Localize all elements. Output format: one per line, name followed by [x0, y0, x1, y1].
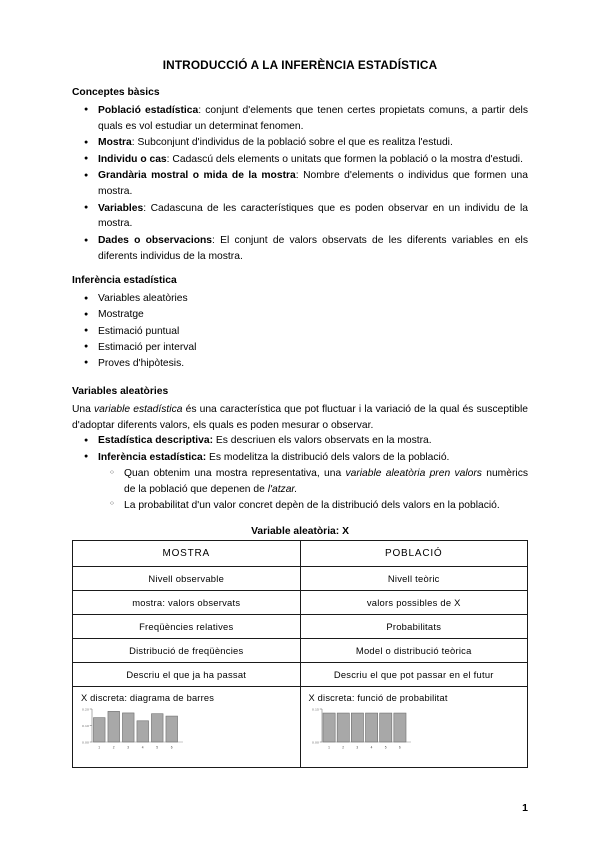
svg-text:0.15: 0.15 [311, 707, 319, 712]
sub-mid: numèrics de la població que depenen de [124, 468, 528, 496]
term-text: Es modelitza la distribució dels valors de la població. [206, 451, 450, 463]
term-text: conjunt d'elements que tenen certes propietats comuns, a partir dels quals es vol estudiar un determinat fenomen. [98, 104, 528, 132]
term-text: Cadascú dels elements o unitats que formen la població o la mostra d'estudi. [172, 153, 523, 165]
list-item [72, 450, 528, 466]
svg-text:4: 4 [141, 745, 144, 750]
list-item [72, 152, 528, 168]
term-separator: : [198, 104, 206, 116]
document-content [72, 58, 528, 768]
table-cell: valors possibles de X [300, 591, 528, 615]
table-cell: mostra: valors observats [73, 591, 301, 615]
list-item [72, 168, 528, 199]
term-label: Població estadística [98, 104, 199, 116]
conceptes-list [72, 103, 528, 264]
term-label: Dades o observacions [98, 235, 212, 247]
inferencia-list [72, 291, 528, 371]
svg-text:6: 6 [398, 745, 401, 750]
sub-pre: Quan obtenim una mostra representativa, una [124, 468, 346, 480]
variables-list [72, 433, 528, 465]
term-label: Mostra [98, 137, 132, 149]
variables-intro-paragraph [72, 402, 528, 433]
svg-text:4: 4 [370, 745, 373, 750]
table-cell-chart-population [300, 687, 528, 768]
svg-text:5: 5 [156, 745, 159, 750]
table-row [73, 615, 528, 639]
list-item [72, 103, 528, 134]
table-row [73, 639, 528, 663]
svg-text:0.00: 0.00 [82, 740, 89, 745]
table-cell: Descriu el que pot passar en el futur [300, 663, 528, 687]
comparison-table [72, 540, 528, 768]
table-title: Variable aleatòria: X [251, 526, 349, 538]
term-text: Es descriuen els valors observats en la mostra. [213, 435, 432, 447]
term-text: Nombre d'elements o individus que formen una mostra. [98, 170, 528, 198]
page-title: INTRODUCCIÓ A LA INFERÈNCIA ESTADÍSTICA [162, 58, 438, 72]
sub-emphasis: variable aleatòria pren valors [345, 468, 482, 480]
table-cell: Nivell observable [73, 567, 301, 591]
term-label: Grandària mostral o mida de la mostra [98, 170, 296, 182]
table-header-cell-poblacio: POBLACIÓ [300, 541, 528, 567]
chart-label-left: X discreta: diagrama de barres [81, 693, 215, 704]
intro-pre: Una [72, 403, 95, 415]
svg-text:0.10: 0.10 [82, 724, 89, 729]
term-separator: : [131, 137, 138, 149]
term-label: Inferència estadística: [98, 451, 207, 463]
svg-text:0.00: 0.00 [311, 740, 319, 745]
sub-list-item [72, 498, 528, 514]
term-label: Estadística descriptiva: [98, 435, 214, 447]
variables-sublist [72, 466, 528, 513]
term-separator: : [212, 235, 221, 247]
section-heading-variables: Variables aleatòries [72, 385, 169, 397]
section-heading-conceptes: Conceptes bàsics [72, 87, 160, 98]
svg-text:0.20: 0.20 [82, 707, 89, 712]
bar-chart-population [309, 707, 413, 751]
spacer [72, 513, 528, 526]
table-cell: Descriu el que ja ha passat [73, 663, 301, 687]
spacer [72, 265, 528, 274]
sub-emphasis-2: l'atzar. [267, 484, 298, 496]
table-cell: Nivell teòric [300, 567, 528, 591]
intro-emphasis: variable estadística [94, 403, 183, 415]
svg-text:2: 2 [112, 745, 115, 750]
bar-chart-population-svg [309, 707, 413, 751]
table-chart-row [73, 687, 528, 768]
svg-text:1: 1 [98, 745, 101, 750]
table-cell: Distribució de freqüències [73, 639, 301, 663]
term-text: Cadascuna de les característiques que es poden observar en un individu de la mostra. [98, 202, 528, 230]
list-item [72, 433, 528, 449]
sub-pre: La probabilitat d'un valor concret depèn de la distribució dels valors en la població. [124, 499, 500, 511]
table-row [73, 591, 528, 615]
table-row [73, 663, 528, 687]
section-heading-inferencia: Inferència estadística [72, 275, 177, 287]
sub-list-item [72, 466, 528, 497]
list-item: ● Estimació per interval [72, 340, 528, 356]
list-item: ● Mostratge [72, 307, 528, 323]
svg-text:2: 2 [341, 745, 344, 750]
term-label: Individu o cas [98, 153, 167, 165]
svg-text:5: 5 [384, 745, 387, 750]
table-cell: Model o distribució teòrica [300, 639, 528, 663]
list-item: ● Proves d'hipòtesis. [72, 356, 528, 372]
term-label: Variables [98, 202, 144, 214]
list-item: ● Variables aleatòries [72, 291, 528, 307]
term-separator: : [166, 153, 173, 165]
page-number: 1 [522, 802, 528, 814]
bar-chart-sample [81, 707, 185, 751]
list-item [72, 201, 528, 232]
list-item [72, 135, 528, 151]
term-text: Subconjunt d'individus de la població sobre el que es realitza l'estudi. [137, 137, 453, 149]
table-cell-chart-sample [73, 687, 301, 768]
svg-text:1: 1 [327, 745, 330, 750]
term-separator: : [143, 202, 151, 214]
table-cell: Freqüències relatives [73, 615, 301, 639]
bar-chart-sample-svg [81, 707, 185, 751]
svg-text:3: 3 [355, 745, 358, 750]
svg-text:6: 6 [170, 745, 173, 750]
list-item: ● Estimació puntual [72, 324, 528, 340]
intro-post: és una característica que pot fluctuar i la variació de la qual és susceptible d'adoptar diferents valors, els quals es poden mesurar o observar. [72, 403, 528, 431]
table-header-row [73, 541, 528, 567]
term-separator: : [295, 170, 304, 182]
svg-text:3: 3 [127, 745, 130, 750]
table-header-cell-mostra: MOSTRA [73, 541, 301, 567]
table-row [73, 567, 528, 591]
table-cell: Probabilitats [300, 615, 528, 639]
list-item [72, 233, 528, 264]
chart-label-right: X discreta: funció de probabilitat [308, 693, 448, 704]
term-text: El conjunt de valors observats de les diferents variables en els diferents individus de la mostra. [98, 235, 528, 262]
spacer [72, 372, 528, 385]
